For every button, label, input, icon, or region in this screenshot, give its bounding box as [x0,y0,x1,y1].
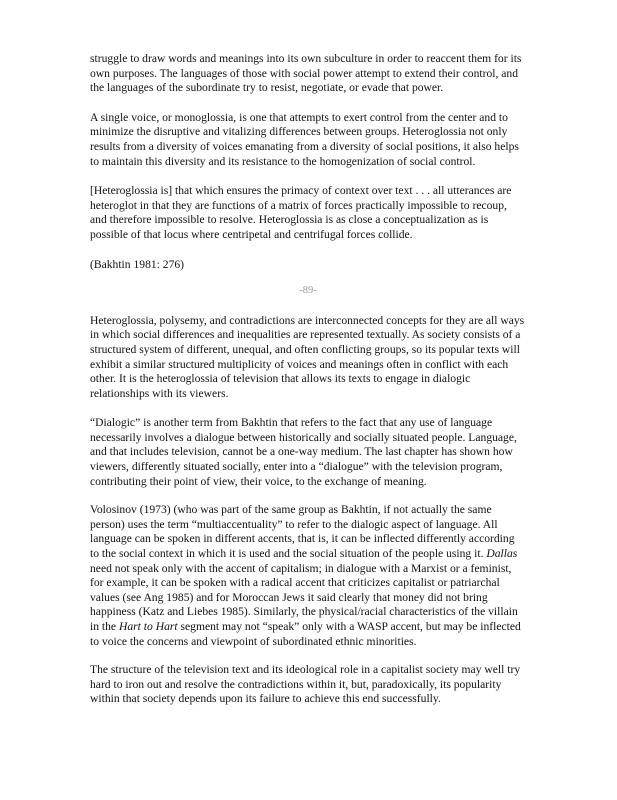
paragraph-subculture: struggle to draw words and meanings into its own subculture in order to reaccent them for its own purposes. The languages of those with social power attempt to extend their control, and the languages of the subordinate try to resist, negotiate, or evade that power. [90,52,522,95]
title-hart-to-hart: Hart to Hart [118,620,178,633]
paragraph-conclusion: The structure of the television text and its ideological role in a capitalist society may well try hard to iron out and resolve the contradictions within it, but, paradoxically, its popularity within that society depends upon its failure to achieve this end successfully. [90,663,521,706]
quotation-heteroglossia: [Heteroglossia is] that which ensures the primacy of context over text . . . all utterances are heteroglot in that they are functions of a matrix of forces practically impossible to recoup, and therefore impossible to resolve. Heteroglossia is as close a conceptualization as is possible of that locus where centripetal and centrifugal forces collide. [90,184,512,241]
paragraph-dialogic: “Dialogic” is another term from Bakhtin that refers to the fact that any use of language necessarily involves a dialogue between historically and socially situated people. Language, and that includes television, cannot be a one-way medium. The last chapter has shown how viewers, differently situated socially, enter into a “dialogue” with the television program, contributing their point of view, their voice, to the exchange of meaning. [90,416,517,488]
page-number: -89- [299,285,317,297]
multiaccentuality-text-2: need not speak only with the accent of capitalism; in dialogue with a Marxist or a feminist, for example, it can be spoken with a radical accent that criticizes capitalist or patriarchal values (see Ang 1985) and for Moroccan Jews it said clearly that money did not bring happiness (Katz and Liebes 1985). Similarly, the physical/racial characteristics of the villain in the [90,561,518,633]
paragraph-monoglossia: A single voice, or monoglossia, is one that attempts to exert control from the center and to minimize the disruptive and vitalizing differences between groups. Heteroglossia not only results from a diversity of voices emanating from a diversity of social positions, it also helps to maintain this diversity and its resistance to the homogenization of social control. [90,110,519,168]
paragraph-multiaccentuality [90,503,526,649]
multiaccentuality-text-1: Volosinov (1973) (who was part of the same group as Bakhtin, if not actually the same person) uses the term “multiaccentuality” to refer to the dialogic aspect of language. All language can be spoken in different accents, that is, it can be inflected differently according to the social context in which it is used and the social situation of the people using it. [90,503,515,561]
title-dallas: Dallas [486,547,518,561]
multiaccentuality-text-3: segment may not “speak” only with a WASP accent, but may be inflected to voice the concerns and viewpoint of subordinated ethnic minorities. [90,620,521,648]
paragraph-polysemy: Heteroglossia, polysemy, and contradictions are interconnected concepts for they are all ways in which social differences and inequalities are represented textually. As society consists of a structured system of different, unequal, and often conflicting groups, so its popular texts will exhibit a similar structured multiplicity of voices and meanings often in conflict with each other. It is the heteroglossia of television that allows its texts to engage in dialogic relationships with its viewers. [90,313,525,400]
citation-bakhtin: (Bakhtin 1981: 276) [90,257,185,271]
document-page [90,52,526,707]
